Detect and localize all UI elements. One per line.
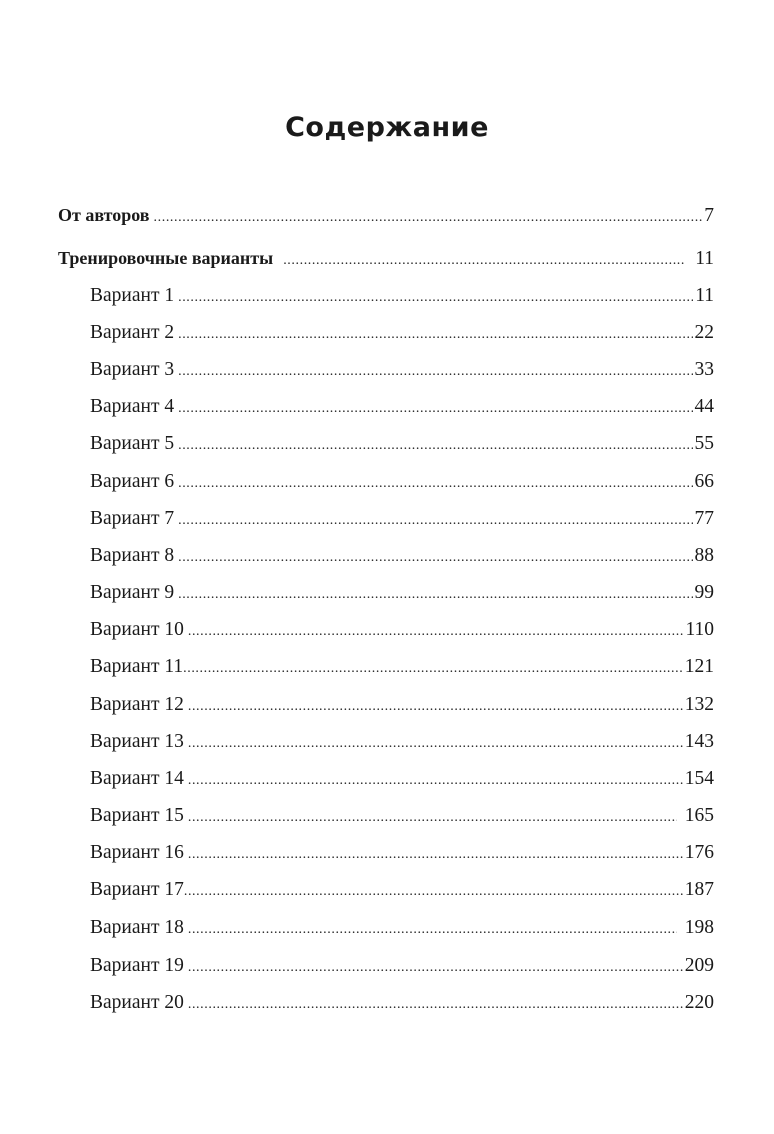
- toc-entry-page: 44: [694, 396, 714, 417]
- toc-entry-label: Вариант 10: [90, 619, 184, 640]
- toc-entry-page: 187: [684, 879, 714, 900]
- toc-entry-page: 220: [684, 992, 714, 1013]
- toc-entry-variant-20: [90, 990, 714, 1016]
- toc-entry-variant-5: [90, 431, 714, 457]
- toc-entry-label: Вариант 6: [90, 471, 175, 492]
- toc-entry-page: 11: [695, 248, 714, 269]
- toc-entry-page: 33: [694, 359, 714, 380]
- dot-leader: [178, 431, 692, 459]
- toc-entry-variant-11: [90, 654, 714, 680]
- toc-entry-label: Вариант 13: [90, 731, 184, 752]
- toc-entry-variant-10: [90, 617, 714, 643]
- toc-entry-page: 99: [694, 582, 714, 603]
- dot-leader: [178, 283, 693, 311]
- toc-entry-label: Вариант 17: [90, 879, 184, 900]
- toc-entry-page: 165: [684, 805, 714, 826]
- toc-entry-page: 209: [684, 955, 714, 976]
- dot-leader: [178, 506, 692, 534]
- toc-entry-variant-19: [90, 953, 714, 979]
- toc-entry-label: Вариант 4: [90, 396, 175, 417]
- toc-entry-variant-4: [90, 394, 714, 420]
- toc-entry-page: 66: [694, 471, 714, 492]
- toc-entry-label: Вариант 1: [90, 285, 175, 306]
- toc-entry-page: 143: [684, 731, 714, 752]
- toc-entry-page: 132: [684, 694, 714, 715]
- dot-leader: [188, 766, 683, 794]
- dot-leader: [188, 990, 683, 1018]
- toc-entry-variant-9: [90, 580, 714, 606]
- dot-leader: [178, 543, 692, 571]
- dot-leader: [178, 357, 692, 385]
- dot-leader: [184, 877, 683, 905]
- dot-leader: [178, 469, 692, 497]
- dot-leader: [283, 245, 685, 274]
- toc-entry-variant-16: [90, 840, 714, 866]
- toc-entry-variant-2: [90, 320, 714, 346]
- toc-entry-page: 198: [684, 917, 714, 938]
- toc-entry-training-variants: [58, 245, 714, 271]
- toc-entry-page: 154: [684, 768, 714, 789]
- toc-entry-label: Вариант 2: [90, 322, 175, 343]
- dot-leader: [188, 915, 677, 943]
- dot-leader: [188, 729, 683, 757]
- toc-entry-variant-3: [90, 357, 714, 383]
- toc-entry-page: 7: [704, 205, 714, 226]
- toc-entry-label: Вариант 14: [90, 768, 184, 789]
- toc-entry-label: Вариант 7: [90, 508, 175, 529]
- toc-entry-label: Вариант 16: [90, 842, 184, 863]
- toc-entry-label: Вариант 20: [90, 992, 184, 1013]
- toc-entry-label: Вариант 19: [90, 955, 184, 976]
- toc-entry-variant-14: [90, 766, 714, 792]
- toc-entry-label: Вариант 9: [90, 582, 175, 603]
- dot-leader: [178, 394, 692, 422]
- toc-entry-label: Тренировочные варианты: [58, 248, 274, 268]
- toc-entry-label: Вариант 11: [90, 656, 184, 677]
- dot-leader: [188, 692, 683, 720]
- toc-entry-page: 55: [694, 433, 714, 454]
- toc-entry-variant-15: [90, 803, 714, 829]
- toc-entry-from-authors: [58, 202, 714, 228]
- toc-entry-page: 110: [685, 619, 714, 640]
- toc-entry-variant-17: [90, 877, 714, 903]
- dot-leader: [183, 654, 683, 682]
- dot-leader: [188, 840, 683, 868]
- dot-leader: [154, 202, 703, 231]
- toc-entry-label: Вариант 8: [90, 545, 175, 566]
- toc-entry-page: 176: [684, 842, 714, 863]
- toc-entry-label: От авторов: [58, 205, 150, 225]
- toc-entry-label: Вариант 3: [90, 359, 175, 380]
- toc-entry-page: 11: [695, 285, 714, 306]
- toc-entry-label: Вариант 15: [90, 805, 184, 826]
- toc-entry-variant-7: [90, 506, 714, 532]
- toc-entry-variant-6: [90, 469, 714, 495]
- toc-entry-label: Вариант 5: [90, 433, 175, 454]
- toc-entry-variant-18: [90, 915, 714, 941]
- toc-entry-page: 77: [694, 508, 714, 529]
- toc-entry-label: Вариант 12: [90, 694, 184, 715]
- toc-entry-page: 22: [694, 322, 714, 343]
- dot-leader: [188, 953, 683, 981]
- toc-entry-variant-1: [90, 283, 714, 309]
- toc-entry-page: 88: [694, 545, 714, 566]
- page-title: Содержание: [285, 112, 489, 143]
- toc-entry-label: Вариант 18: [90, 917, 184, 938]
- dot-leader: [178, 580, 692, 608]
- toc-entry-page: 121: [684, 656, 714, 677]
- toc-entry-variant-12: [90, 692, 714, 718]
- dot-leader: [178, 320, 692, 348]
- toc-entry-variant-13: [90, 729, 714, 755]
- dot-leader: [188, 803, 677, 831]
- dot-leader: [188, 617, 684, 645]
- toc-entry-variant-8: [90, 543, 714, 569]
